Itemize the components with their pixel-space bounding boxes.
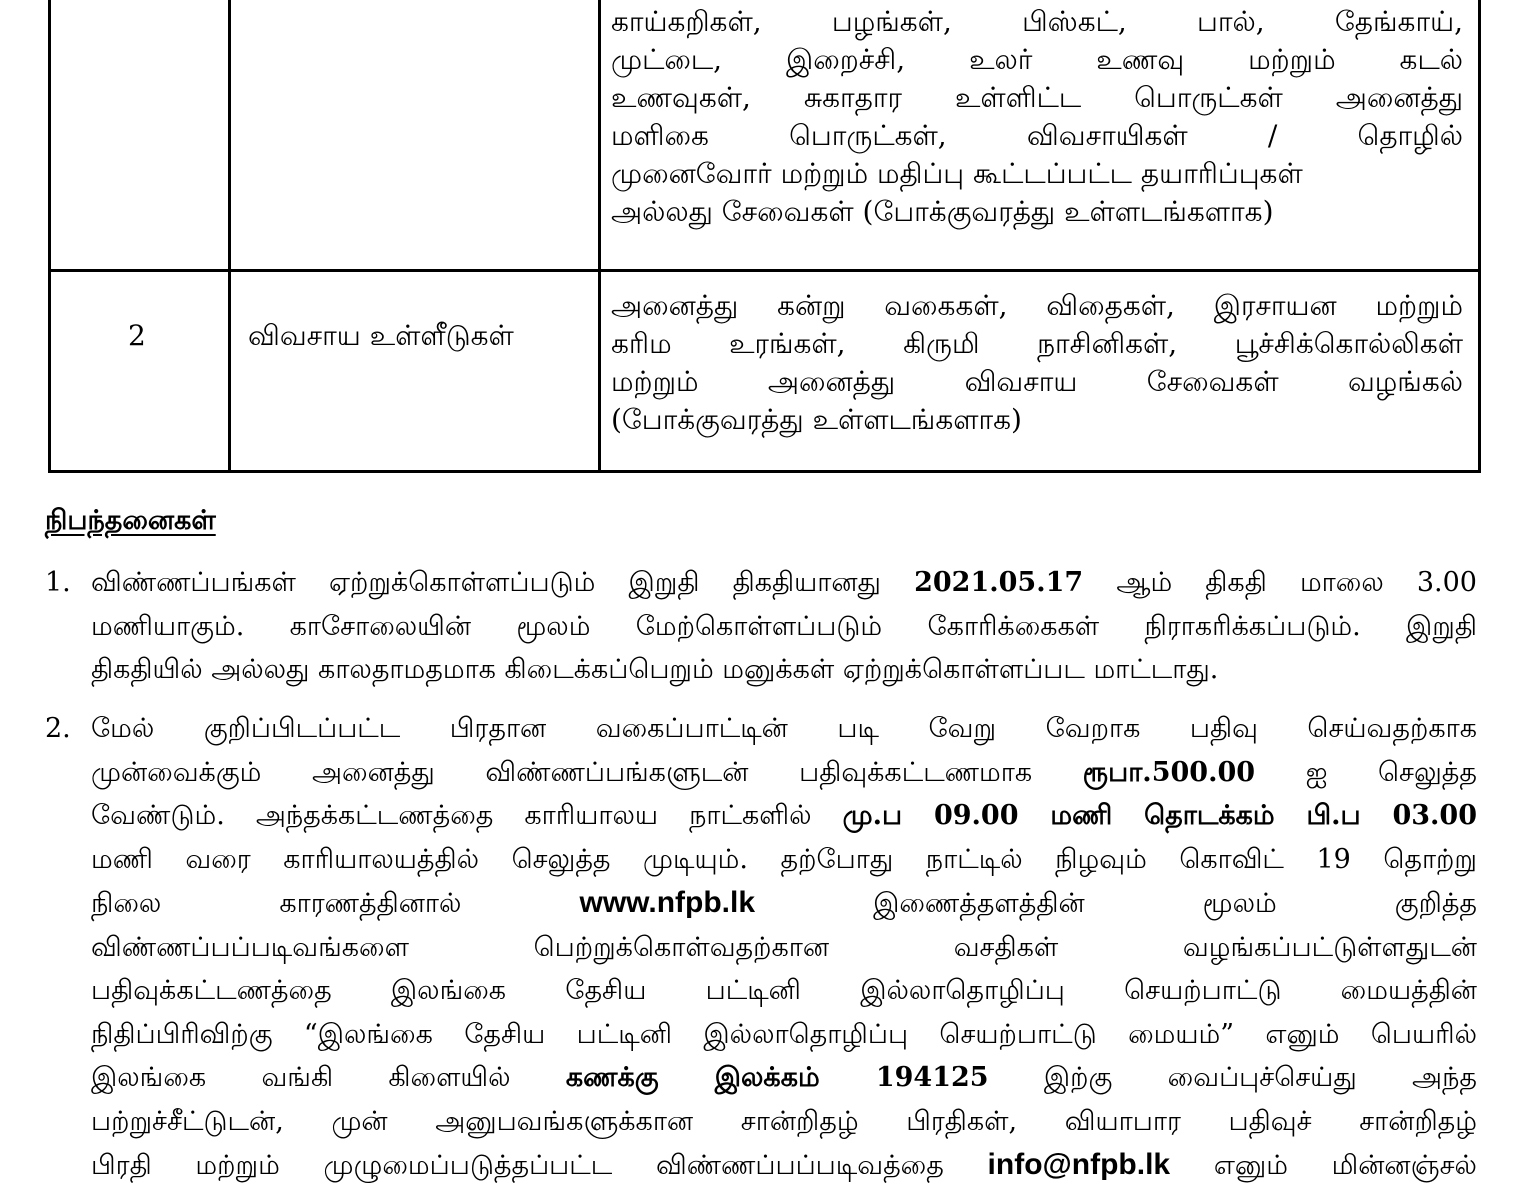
row2-desc-line: மற்றும் அனைத்து விவசாய சேவைகள் வழங்கல்: [611, 365, 1463, 398]
text: நிலை காரணத்தினால்: [91, 888, 462, 919]
row1-desc-line: முட்டை, இறைச்சி, உலர் உணவு மற்றும் கடல்: [611, 43, 1463, 76]
row2-desc-line: அனைத்து கன்று வகைகள், விதைகள், இரசாயன மற்றும்: [611, 289, 1463, 322]
row1-description: [611, 3, 1463, 231]
text: பிரதி மற்றும் முழுமைப்படுத்தப்பட்ட விண்ணப்பப்படிவத்தை: [91, 1150, 944, 1181]
text: ஐ செலுத்த: [1305, 756, 1477, 788]
condition-number: 1.: [45, 567, 71, 598]
condition-item-1: [45, 561, 1477, 692]
row2-category: விவசாய உள்ளீடுகள்: [248, 319, 514, 352]
deadline-date: 2021.05.17: [914, 567, 1084, 598]
condition-line: [91, 751, 1477, 795]
registration-fee: ரூபா.500.00: [1082, 756, 1256, 788]
condition-line: [91, 794, 1477, 838]
condition-line: பற்றுச்சீட்டுடன், முன் அனுபவங்களுக்கான சான்றிதழ் பிரதிகள், வியாபார பதிவுச் சான்றிதழ்: [91, 1105, 1477, 1137]
office-hours: மு.ப 09.00 மணி தொடக்கம் பி.ப 03.00: [842, 800, 1478, 831]
text: ஆம் திகதி மாலை 3.00: [1116, 567, 1477, 598]
condition-item-2: [45, 707, 1477, 1188]
condition-body: [91, 707, 1477, 1188]
table-column-divider-2: [598, 0, 601, 470]
text: இணைத்தளத்தின் மூலம் குறித்த: [873, 888, 1477, 919]
condition-line: மணி வரை காரியாலயத்தில் செலுத்த முடியும். தற்போது நாட்டில் நிழவும் கொவிட் 19 தொற்று: [91, 843, 1477, 875]
condition-line: விண்ணப்பப்படிவங்களை பெற்றுக்கொள்வதற்கான வசதிகள் வழங்கப்பட்டுள்ளதுடன்: [91, 931, 1477, 963]
text: முன்வைக்கும் அனைத்து விண்ணப்பங்களுடன் பதிவுக்கட்டணமாக: [91, 756, 1033, 788]
row1-desc-line: மளிகை பொருட்கள், விவசாயிகள் / தொழில்: [611, 119, 1463, 152]
condition-line: [91, 1143, 1477, 1188]
condition-line: மேல் குறிப்பிடப்பட்ட பிரதான வகைப்பாட்டின் படி வேறு வேறாக பதிவு செய்வதற்காக: [91, 713, 1477, 744]
row2-number: 2: [128, 319, 146, 352]
table-column-divider-1: [228, 0, 231, 470]
row1-desc-line: அல்லது சேவைகள் (போக்குவரத்து உள்ளடங்களாக): [611, 195, 1274, 228]
condition-line: [91, 561, 1477, 605]
condition-line: [91, 1056, 1477, 1100]
row2-description: [611, 287, 1463, 439]
condition-line: [91, 881, 1477, 926]
row1-desc-line: முனைவோர் மற்றும் மதிப்பு கூட்டப்பட்ட தயாரிப்புகள்: [611, 157, 1303, 190]
table-row-divider: [51, 269, 1478, 272]
condition-line: திகதியில் அல்லது காலதாமதமாக கிடைக்கப்பெறும் மனுக்கள் ஏற்றுக்கொள்ளப்பட மாட்டாது.: [91, 654, 1219, 685]
text: இற்கு வைப்புச்செய்து அந்த: [1043, 1062, 1477, 1093]
row2-desc-line: (போக்குவரத்து உள்ளடங்களாக): [611, 403, 1022, 436]
conditions-heading: நிபந்தனைகள்: [45, 505, 216, 536]
condition-line: மணியாகும். காசோலையின் மூலம் மேற்கொள்ளப்படும் கோரிக்கைகள் நிராகரிக்கப்படும். இறுதி: [91, 610, 1477, 642]
condition-line: பதிவுக்கட்டணத்தை இலங்கை தேசிய பட்டினி இல்லாதொழிப்பு செயற்பாட்டு மையத்தின்: [91, 975, 1477, 1006]
account-number: கணக்கு இலக்கம் 194125: [565, 1062, 989, 1093]
text: எனும் மின்னஞ்சல்: [1213, 1150, 1477, 1181]
row1-desc-line: உணவுகள், சுகாதார உள்ளிட்ட பொருட்கள் அனைத்து: [611, 81, 1463, 114]
row2-desc-line: கரிம உரங்கள், கிருமி நாசினிகள், பூச்சிக்கொல்லிகள்: [611, 327, 1463, 360]
text: விண்ணப்பங்கள் ஏற்றுக்கொள்ளப்படும் இறுதி திகதியானது: [91, 567, 881, 598]
text: இலங்கை வங்கி கிளையில்: [91, 1062, 511, 1093]
condition-line: நிதிப்பிரிவிற்கு “இலங்கை தேசிய பட்டினி இல்லாதொழிப்பு செயற்பாட்டு மையம்” எனும் பெயரில்: [91, 1018, 1477, 1050]
condition-number: 2.: [45, 713, 71, 744]
categories-table: [48, 0, 1481, 473]
condition-body: [91, 561, 1477, 692]
email-link[interactable]: info@nfpb.lk: [987, 1148, 1171, 1181]
website-link[interactable]: www.nfpb.lk: [579, 886, 756, 919]
row1-desc-line: காய்கறிகள், பழங்கள், பிஸ்கட், பால், தேங்காய்,: [611, 5, 1463, 38]
text: வேண்டும். அந்தக்கட்டணத்தை காரியாலய நாட்களில்: [91, 800, 812, 831]
